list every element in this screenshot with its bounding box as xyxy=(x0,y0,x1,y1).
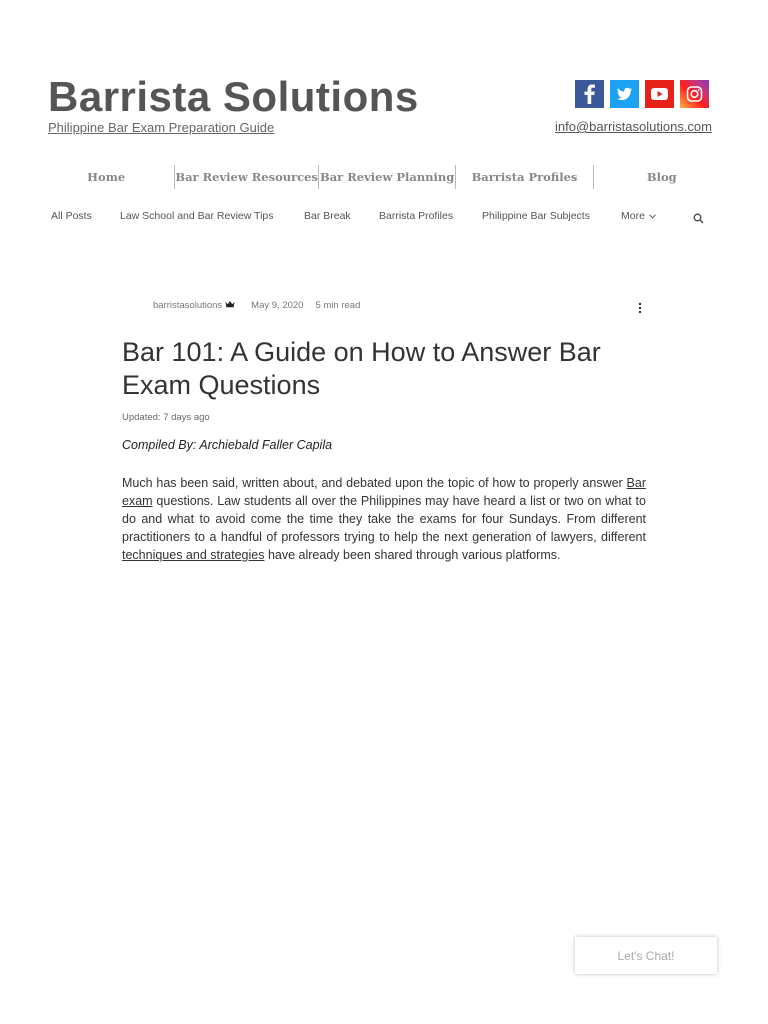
main-navigation xyxy=(38,165,730,189)
post-meta xyxy=(153,300,360,311)
body-text-part: questions. Law students all over the Philippines may have heard a list or two on what to do and what to avoid come the time they take the exams for four Sundays. From different practitioners to a handful of professors trying to help the next generation of lawyers, different xyxy=(122,494,646,544)
instagram-icon[interactable] xyxy=(680,80,709,108)
social-bar xyxy=(575,80,709,108)
more-actions-icon[interactable] xyxy=(638,301,642,319)
techniques-strategies-link[interactable]: techniques and strategies xyxy=(122,548,265,562)
body-text-part: have already been shared through various platforms. xyxy=(264,548,561,562)
read-time: 5 min read xyxy=(315,300,361,311)
contact-email-link[interactable]: info@barristasolutions.com xyxy=(555,119,712,134)
twitter-icon[interactable] xyxy=(610,80,639,108)
nav-bar-review-planning[interactable]: Bar Review Planning xyxy=(318,165,455,189)
category-more-label: More xyxy=(621,210,645,222)
site-title[interactable]: Barrista Solutions xyxy=(48,73,419,120)
category-law-school-tips[interactable]: Law School and Bar Review Tips xyxy=(120,210,274,222)
category-philippine-bar-subjects[interactable]: Philippine Bar Subjects xyxy=(482,210,590,222)
facebook-icon[interactable] xyxy=(575,80,604,108)
nav-home[interactable]: Home xyxy=(87,170,126,184)
category-bar-break[interactable]: Bar Break xyxy=(304,210,351,222)
chat-button[interactable]: Let's Chat! xyxy=(575,937,717,974)
body-text-part: Much has been said, written about, and debated upon the topic of how to properly answer xyxy=(122,476,627,490)
author-name[interactable]: barristasolutions xyxy=(153,300,223,311)
post-date: May 9, 2020 xyxy=(251,300,304,311)
post-updated: Updated: 7 days ago xyxy=(122,412,210,423)
post-title: Bar 101: A Guide on How to Answer Bar Exam Questions xyxy=(122,337,601,400)
post-compiled-by: Compiled By: Archiebald Faller Capila xyxy=(122,438,333,452)
nav-bar-review-resources[interactable]: Bar Review Resources xyxy=(174,165,318,189)
chevron-down-icon xyxy=(649,210,656,222)
post-body-paragraph xyxy=(122,474,646,564)
nav-blog[interactable]: Blog xyxy=(593,165,730,189)
admin-crown-icon xyxy=(225,300,235,311)
category-barrista-profiles[interactable]: Barrista Profiles xyxy=(379,210,454,222)
bar-exam-link[interactable]: Bar exam xyxy=(122,476,646,508)
site-tagline-link[interactable]: Philippine Bar Exam Preparation Guide xyxy=(48,120,275,135)
nav-barrista-profiles[interactable]: Barrista Profiles xyxy=(455,165,592,189)
youtube-icon[interactable] xyxy=(645,80,674,108)
author-avatar[interactable] xyxy=(122,298,142,318)
category-all-posts[interactable]: All Posts xyxy=(51,210,92,222)
category-more-menu[interactable] xyxy=(621,210,656,222)
search-icon[interactable] xyxy=(693,211,704,229)
